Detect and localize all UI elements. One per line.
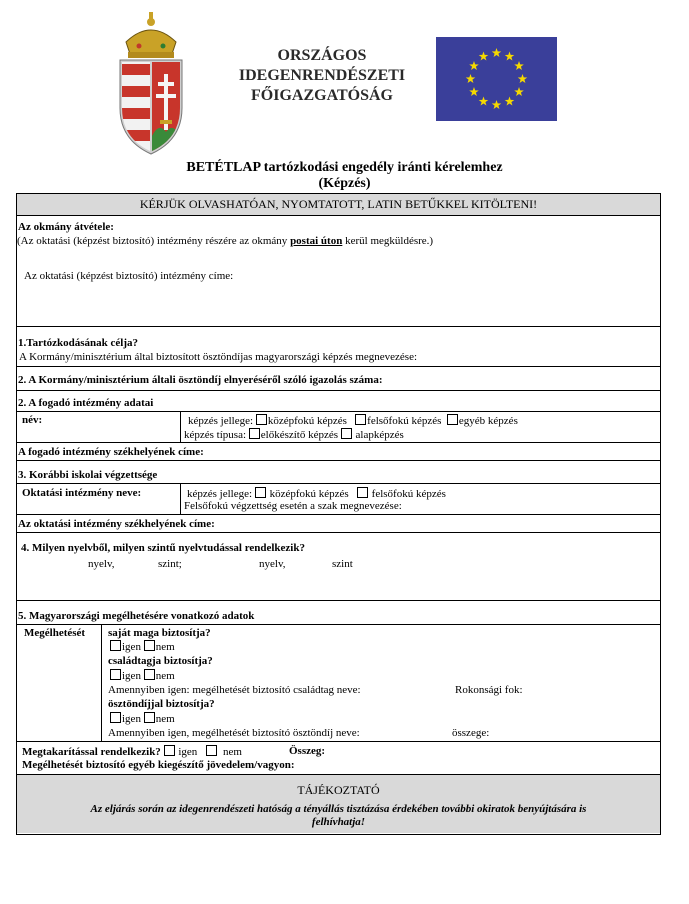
info-heading: TÁJÉKOZTATÓ (297, 783, 380, 797)
prev-degree-note: Felsőfokú végzettség esetén a szak megnevezése: (184, 500, 402, 512)
language1-label: nyelv, (88, 558, 115, 570)
level1-label: szint; (158, 558, 182, 570)
certificate-number-field[interactable] (418, 373, 658, 387)
level2-label: szint (332, 558, 353, 570)
family-funded-no-label: nem (155, 670, 175, 682)
savings-question: Megtakarítással rendelkezik? (22, 746, 161, 758)
grant-funded-no-checkbox[interactable] (144, 712, 155, 723)
prev-training-type-row (187, 487, 446, 501)
section1-text: A Kormány/minisztérium által biztosított ösztöndíjas magyarországi képzés megnevezése: (19, 351, 418, 363)
prev-institution-label: Oktatási intézmény neve: (22, 487, 142, 499)
grant-name-label: Amennyiben igen, megélhetését biztosító ösztöndíj neve: (108, 727, 360, 739)
prev-secondary-label: középfokú képzés (269, 488, 349, 500)
host-secondary-checkbox[interactable] (256, 414, 267, 425)
agency-name-line1: ORSZÁGOS (277, 47, 367, 64)
family-funded-question: családtagja biztosítja? (108, 655, 213, 667)
form-title-line1: BETÉTLAP tartózkodási engedély iránti kérelemhez (186, 160, 503, 175)
grant-funded-options (110, 712, 175, 726)
host-higher-label: felsőfokú képzés (367, 415, 442, 427)
info-text (17, 803, 660, 829)
family-funded-no-checkbox[interactable] (144, 669, 155, 680)
self-funded-question: saját maga biztosítja? (108, 627, 211, 639)
prev-degree-field[interactable] (430, 499, 658, 513)
host-seat-label: A fogadó intézmény székhelyének címe: (18, 446, 204, 458)
self-funded-yes-label: igen (122, 641, 141, 653)
prev-higher-label: felsőfokú képzés (371, 488, 446, 500)
agency-name (222, 46, 422, 106)
host-other-label: egyéb képzés (458, 415, 518, 427)
form-title-line2: (Képzés) (318, 176, 371, 191)
receipt-heading: Az okmány átvétele: (18, 221, 114, 233)
prev-higher-checkbox[interactable] (357, 487, 368, 498)
fill-instruction-text: KÉRJÜK OLVASHATÓAN, NYOMTATOTT, LATIN BETŰKKEL KITÖLTENI! (139, 197, 538, 211)
host-preparatory-checkbox[interactable] (249, 428, 260, 439)
receipt-note-after: kerül megküldésre.) (342, 235, 434, 247)
host-other-checkbox[interactable] (447, 414, 458, 425)
prev-secondary-checkbox[interactable] (255, 487, 266, 498)
host-training-kind-row (184, 428, 404, 442)
eu-flag-icon (436, 37, 557, 121)
info-text-line1: Az eljárás során az idegenrendészeti hatóság a tényállás tisztázása érdekében további okiratok benyújtására is (90, 803, 587, 815)
info-text-line2: felhívhatja! (311, 816, 366, 828)
self-funded-yes-checkbox[interactable] (110, 640, 121, 651)
savings-row (22, 745, 242, 759)
host-training-type-row (188, 414, 518, 428)
family-funded-options (110, 669, 175, 683)
savings-sum-label: Összeg: (289, 745, 326, 757)
savings-yes-checkbox[interactable] (164, 745, 175, 756)
host-secondary-label: középfokú képzés (267, 415, 347, 427)
grant-funded-yes-checkbox[interactable] (110, 712, 121, 723)
prev-seat-field[interactable] (240, 517, 658, 531)
self-funded-options (110, 640, 175, 654)
section3-heading: 3. Korábbi iskolai végzettsége (18, 469, 158, 481)
savings-yes-label: igen (178, 746, 198, 758)
host-kind-label: képzés típusa: (184, 429, 247, 441)
family-funded-yes-label: igen (122, 670, 141, 682)
savings-no-label: nem (223, 746, 242, 758)
agency-name-line3: FŐIGAZGATÓSÁG (251, 87, 393, 104)
section2-certificate-heading: 2. A Kormány/minisztérium általi ösztöndíj elnyeréséről szóló igazolás száma: (18, 374, 383, 386)
host-name-label: név: (22, 414, 43, 426)
institution-address-field[interactable] (17, 284, 660, 324)
eu-flag (436, 37, 557, 121)
prev-seat-label: Az oktatási intézmény székhelyének címe: (18, 518, 215, 530)
receipt-note-emphasis: postai úton (290, 235, 343, 247)
family-funded-yes-checkbox[interactable] (110, 669, 121, 680)
section5-heading: 5. Magyarországi megélhetésére vonatkozó adatok (18, 610, 255, 622)
institution-address-label: Az oktatási (képzést biztosító) intézmény címe: (24, 270, 234, 282)
host-higher-checkbox[interactable] (355, 414, 366, 425)
hungarian-coat-of-arms-icon (112, 8, 190, 156)
host-name-field[interactable] (50, 413, 178, 440)
form-title (0, 160, 689, 192)
training-name-field[interactable] (470, 350, 658, 364)
grant-funded-no-label: nem (155, 713, 175, 725)
self-funded-no-label: nem (155, 641, 175, 653)
livelihood-label: Megélhetését (24, 627, 86, 639)
host-bachelor-label: alapképzés (355, 429, 404, 441)
grant-amount-label: összege: (452, 727, 490, 739)
coat-of-arms (112, 8, 190, 156)
family-member-label: Amennyiben igen: megélhetését biztosító családtag neve: (108, 684, 361, 696)
section1-heading: 1.Tartózkodásának célja? (18, 337, 138, 349)
grant-funded-yes-label: igen (122, 713, 141, 725)
savings-no-checkbox[interactable] (206, 745, 217, 756)
host-seat-field[interactable] (230, 445, 658, 459)
host-type-label: képzés jellege: (188, 415, 254, 427)
language2-label: nyelv, (259, 558, 286, 570)
grant-funded-question: ösztöndíjjal biztosítja? (108, 698, 215, 710)
agency-name-line2: IDEGENRENDÉSZETI (238, 67, 406, 84)
host-bachelor-checkbox[interactable] (341, 428, 352, 439)
receipt-note-before: (Az oktatási (képzést biztosító) intézmény részére az okmány (17, 235, 291, 247)
other-income-label: Megélhetését biztosító egyéb kiegészítő jövedelem/vagyon: (22, 759, 295, 771)
host-preparatory-label: előkészítő képzés (260, 429, 339, 441)
host-institution-heading: 2. A fogadó intézmény adatai (18, 397, 154, 409)
language-field[interactable] (20, 572, 658, 598)
relationship-label: Rokonsági fok: (455, 684, 523, 696)
receipt-note (17, 235, 433, 248)
section4-heading: 4. Milyen nyelvből, milyen szintű nyelvtudással rendelkezik? (21, 542, 305, 554)
self-funded-no-checkbox[interactable] (144, 640, 155, 651)
prev-type-label: képzés jellege: (187, 488, 253, 500)
